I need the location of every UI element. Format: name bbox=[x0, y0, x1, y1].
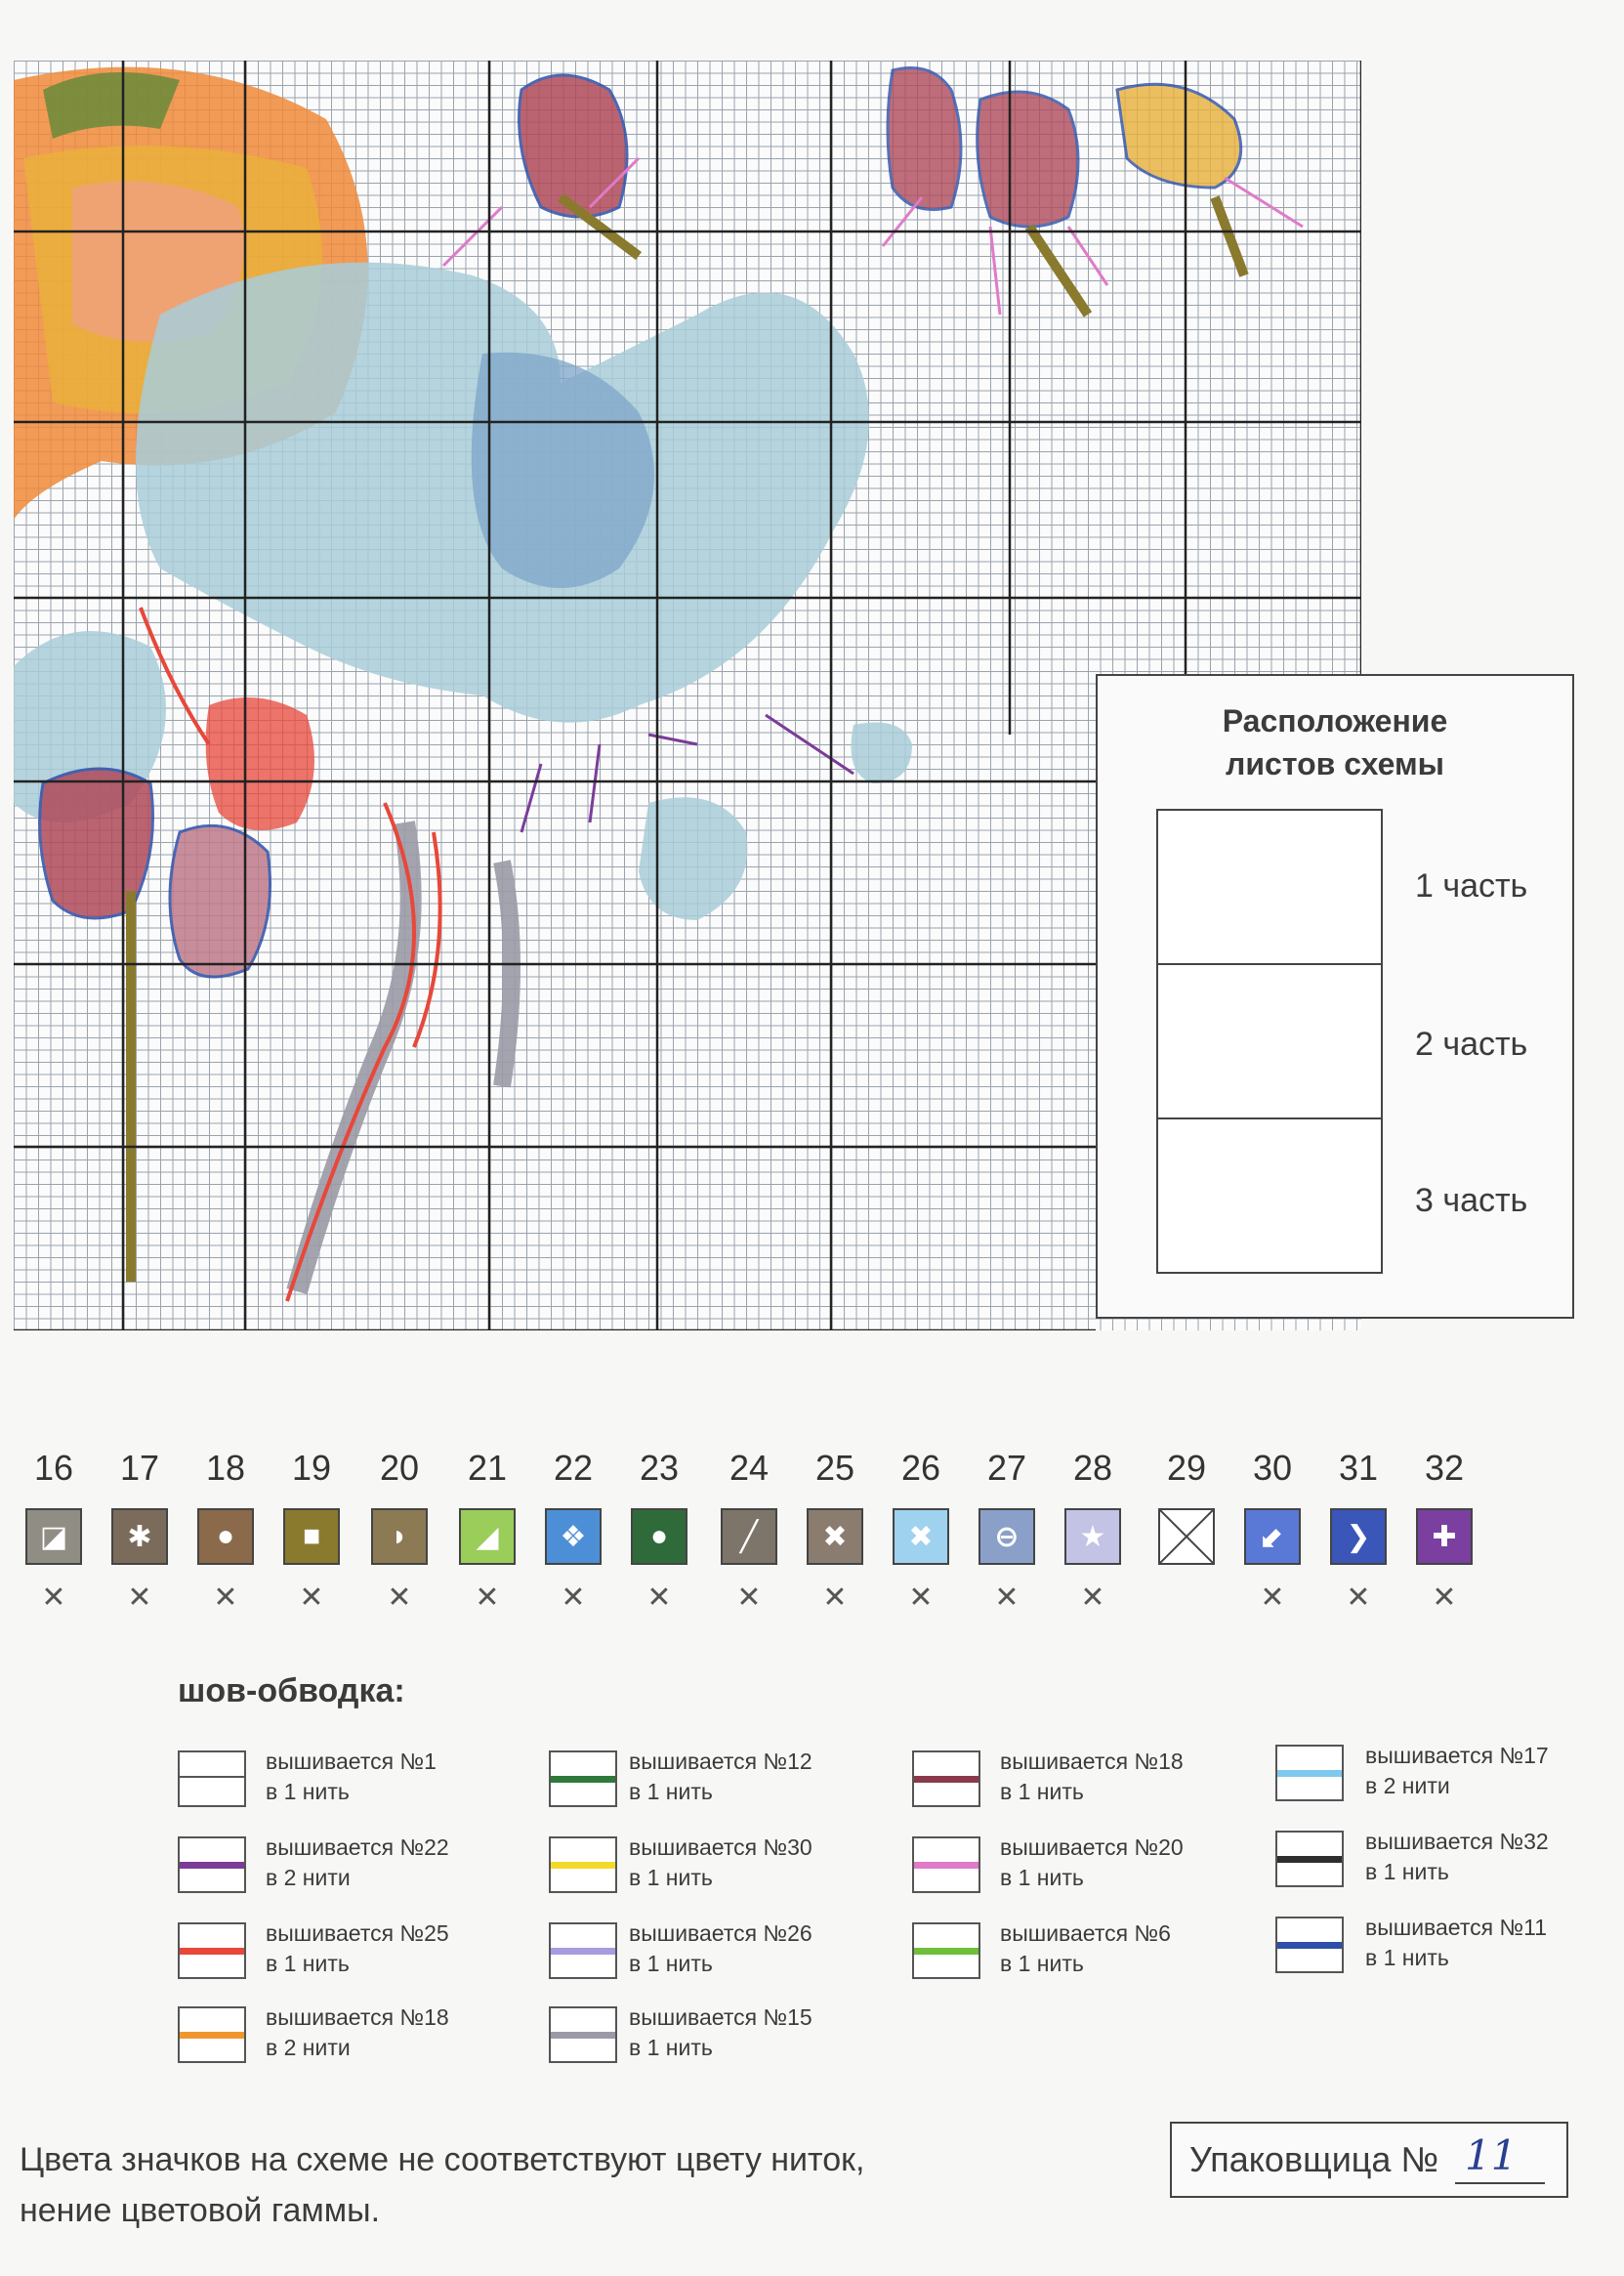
backstitch-color-number: вышивается №32 bbox=[1365, 1829, 1549, 1854]
backstitch-swatch bbox=[912, 1750, 980, 1807]
key-swatch: ╱ bbox=[721, 1508, 777, 1565]
key-number: 20 bbox=[379, 1448, 420, 1488]
key-swatch: ■ bbox=[283, 1508, 340, 1565]
key-number: 28 bbox=[1072, 1448, 1113, 1488]
key-swatch: ● bbox=[197, 1508, 254, 1565]
backstitch-label bbox=[266, 1747, 437, 1807]
backstitch-line bbox=[551, 1862, 615, 1869]
key-cross-mark: ✕ bbox=[822, 1581, 848, 1614]
key-swatch: ✱ bbox=[111, 1508, 168, 1565]
part-1-label: 1 часть bbox=[1415, 867, 1528, 905]
backstitch-line bbox=[1277, 1770, 1342, 1777]
key-number: 27 bbox=[986, 1448, 1027, 1488]
backstitch-label bbox=[629, 1747, 812, 1807]
footer-note: Цвета значков на схеме не соответствуют цвету ниток, нение цветовой гаммы. bbox=[20, 2141, 865, 2229]
key-cross-mark: ✕ bbox=[736, 1581, 762, 1614]
key-swatch: ◢ bbox=[459, 1508, 516, 1565]
backstitch-thread-count: в 1 нить bbox=[1000, 1865, 1084, 1890]
key-cross-mark: ✕ bbox=[908, 1581, 934, 1614]
backstitch-swatch bbox=[1275, 1745, 1344, 1801]
key-cross-mark: ✕ bbox=[41, 1581, 66, 1614]
key-swatch bbox=[1158, 1508, 1215, 1565]
backstitch-thread-count: в 1 нить bbox=[629, 1951, 713, 1976]
backstitch-label bbox=[1000, 1747, 1184, 1807]
backstitch-line bbox=[551, 1948, 615, 1955]
part-3-label: 3 часть bbox=[1415, 1182, 1528, 1219]
part-1-box bbox=[1156, 809, 1383, 965]
backstitch-thread-count: в 1 нить bbox=[1365, 1945, 1449, 1970]
backstitch-line bbox=[1277, 1942, 1342, 1949]
backstitch-line bbox=[551, 1776, 615, 1783]
key-swatch: ✚ bbox=[1416, 1508, 1473, 1565]
key-number: 22 bbox=[553, 1448, 594, 1488]
key-number: 29 bbox=[1166, 1448, 1207, 1488]
key-cross-mark: ✕ bbox=[1080, 1581, 1105, 1614]
backstitch-color-number: вышивается №1 bbox=[266, 1749, 437, 1774]
key-cross-mark: ✕ bbox=[1432, 1581, 1457, 1614]
key-cross-mark: ✕ bbox=[475, 1581, 500, 1614]
key-cross-mark: ✕ bbox=[646, 1581, 672, 1614]
key-number: 18 bbox=[205, 1448, 246, 1488]
backstitch-heading: шов-обводка: bbox=[178, 1672, 405, 1709]
key-swatch: ✖ bbox=[893, 1508, 949, 1565]
key-swatch: ❖ bbox=[545, 1508, 602, 1565]
backstitch-thread-count: в 1 нить bbox=[266, 1951, 350, 1976]
key-swatch: ● bbox=[631, 1508, 687, 1565]
backstitch-color-number: вышивается №18 bbox=[266, 2004, 449, 2030]
backstitch-line bbox=[914, 1862, 979, 1869]
sheet-layout-title: Расположение листов схемы bbox=[1222, 703, 1448, 781]
backstitch-swatch bbox=[912, 1922, 980, 1979]
backstitch-thread-count: в 1 нить bbox=[1365, 1859, 1449, 1884]
key-swatch: ⊖ bbox=[979, 1508, 1035, 1565]
backstitch-swatch bbox=[549, 1836, 617, 1893]
key-number: 19 bbox=[291, 1448, 332, 1488]
key-number: 30 bbox=[1252, 1448, 1293, 1488]
key-cross-mark: ✕ bbox=[1346, 1581, 1371, 1614]
packer-number: 11 bbox=[1465, 2131, 1518, 2179]
backstitch-color-number: вышивается №20 bbox=[1000, 1834, 1184, 1860]
backstitch-thread-count: в 2 нити bbox=[266, 2035, 351, 2060]
key-number: 23 bbox=[639, 1448, 680, 1488]
key-cross-mark: ✕ bbox=[387, 1581, 412, 1614]
key-number: 21 bbox=[467, 1448, 508, 1488]
backstitch-thread-count: в 1 нить bbox=[266, 1779, 350, 1804]
backstitch-color-number: вышивается №6 bbox=[1000, 1920, 1171, 1946]
backstitch-line bbox=[180, 1862, 244, 1869]
backstitch-line bbox=[180, 1948, 244, 1955]
backstitch-label bbox=[1000, 1833, 1184, 1893]
backstitch-color-number: вышивается №30 bbox=[629, 1834, 812, 1860]
key-cross-mark: ✕ bbox=[299, 1581, 324, 1614]
backstitch-color-number: вышивается №18 bbox=[1000, 1749, 1184, 1774]
backstitch-line bbox=[551, 2032, 615, 2039]
key-swatch: ★ bbox=[1064, 1508, 1121, 1565]
backstitch-label bbox=[266, 2002, 449, 2063]
backstitch-swatch bbox=[1275, 1917, 1344, 1973]
backstitch-line bbox=[1277, 1856, 1342, 1863]
backstitch-swatch bbox=[1275, 1831, 1344, 1887]
key-number: 24 bbox=[729, 1448, 770, 1488]
backstitch-label bbox=[1365, 1827, 1549, 1887]
backstitch-swatch bbox=[549, 1922, 617, 1979]
key-swatch: ⬋ bbox=[1244, 1508, 1301, 1565]
key-number: 17 bbox=[119, 1448, 160, 1488]
part-3-box bbox=[1156, 1117, 1383, 1274]
key-cross-mark: ✕ bbox=[127, 1581, 152, 1614]
backstitch-color-number: вышивается №22 bbox=[266, 1834, 449, 1860]
key-number: 16 bbox=[33, 1448, 74, 1488]
backstitch-color-number: вышивается №12 bbox=[629, 1749, 812, 1774]
backstitch-label bbox=[1365, 1741, 1549, 1801]
backstitch-label bbox=[1365, 1913, 1547, 1973]
packer-label: Упаковщица № bbox=[1189, 2139, 1439, 2179]
backstitch-line bbox=[180, 2032, 244, 2039]
backstitch-line bbox=[180, 1776, 244, 1778]
key-number: 32 bbox=[1424, 1448, 1465, 1488]
part-2-box bbox=[1156, 963, 1383, 1119]
backstitch-swatch bbox=[178, 1836, 246, 1893]
backstitch-swatch bbox=[549, 2006, 617, 2063]
backstitch-thread-count: в 2 нити bbox=[1365, 1773, 1450, 1798]
sheet-layout-panel bbox=[1096, 674, 1574, 1319]
key-number: 25 bbox=[814, 1448, 855, 1488]
backstitch-swatch bbox=[549, 1750, 617, 1807]
backstitch-label bbox=[629, 1833, 812, 1893]
backstitch-thread-count: в 1 нить bbox=[629, 1865, 713, 1890]
backstitch-thread-count: в 2 нити bbox=[266, 1865, 351, 1890]
backstitch-swatch bbox=[178, 1750, 246, 1807]
key-cross-mark: ✕ bbox=[994, 1581, 1020, 1614]
backstitch-swatch bbox=[912, 1836, 980, 1893]
backstitch-thread-count: в 1 нить bbox=[1000, 1951, 1084, 1976]
backstitch-label bbox=[629, 2002, 812, 2063]
backstitch-swatch bbox=[178, 1922, 246, 1979]
key-swatch: ❯ bbox=[1330, 1508, 1387, 1565]
backstitch-label bbox=[629, 1918, 812, 1979]
backstitch-label bbox=[266, 1833, 449, 1893]
backstitch-thread-count: в 1 нить bbox=[1000, 1779, 1084, 1804]
key-swatch: ◗ bbox=[371, 1508, 428, 1565]
backstitch-thread-count: в 1 нить bbox=[629, 2035, 713, 2060]
backstitch-line bbox=[914, 1776, 979, 1783]
backstitch-line bbox=[914, 1948, 979, 1955]
backstitch-swatch bbox=[178, 2006, 246, 2063]
backstitch-color-number: вышивается №26 bbox=[629, 1920, 812, 1946]
backstitch-color-number: вышивается №17 bbox=[1365, 1743, 1549, 1768]
key-number: 31 bbox=[1338, 1448, 1379, 1488]
key-swatch: ✖ bbox=[807, 1508, 863, 1565]
backstitch-color-number: вышивается №25 bbox=[266, 1920, 449, 1946]
backstitch-label bbox=[1000, 1918, 1171, 1979]
key-swatch: ◪ bbox=[25, 1508, 82, 1565]
backstitch-thread-count: в 1 нить bbox=[629, 1779, 713, 1804]
packer-stamp bbox=[1170, 2122, 1568, 2198]
packer-underline bbox=[1455, 2182, 1545, 2184]
key-cross-mark: ✕ bbox=[561, 1581, 586, 1614]
backstitch-label bbox=[266, 1918, 449, 1979]
key-number: 26 bbox=[900, 1448, 941, 1488]
part-2-label: 2 часть bbox=[1415, 1026, 1528, 1063]
key-cross-mark: ✕ bbox=[1260, 1581, 1285, 1614]
backstitch-color-number: вышивается №11 bbox=[1365, 1915, 1547, 1940]
key-cross-mark: ✕ bbox=[213, 1581, 238, 1614]
backstitch-color-number: вышивается №15 bbox=[629, 2004, 812, 2030]
